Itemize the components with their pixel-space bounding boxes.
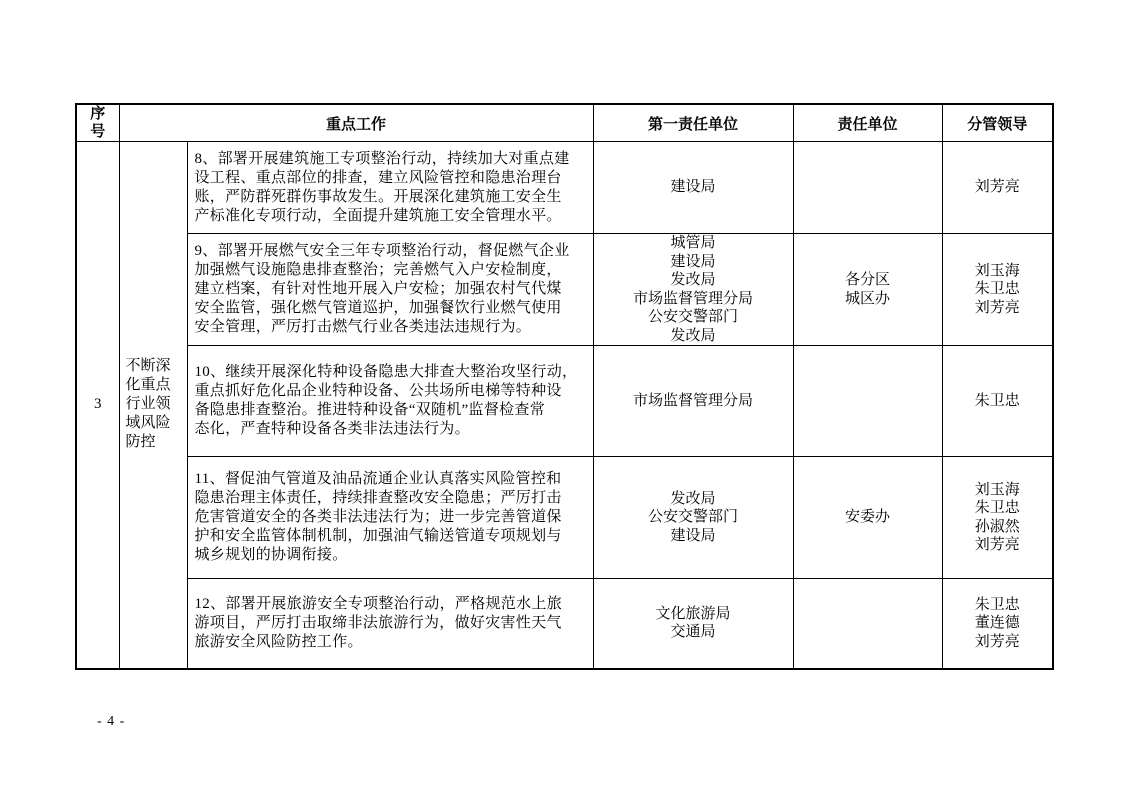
category-line: 防控 bbox=[125, 434, 156, 451]
first-unit-cell bbox=[593, 234, 793, 346]
resp-unit-cell bbox=[793, 457, 942, 579]
category-line: 域风险 bbox=[125, 415, 171, 432]
first-unit: 文化旅游局 bbox=[655, 605, 731, 622]
first-unit: 公安交警部门 bbox=[648, 309, 739, 325]
category-line: 行业领 bbox=[125, 396, 171, 413]
header-leader: 分管领导 bbox=[942, 104, 1053, 142]
work-line: 游项目，严厉打击取缔非法旅游行为，做好灾害性天气 bbox=[194, 614, 562, 631]
first-unit: 发改局 bbox=[670, 327, 716, 344]
work-line: 11、督促油气管道及油品流通企业认真落实风险管控和 bbox=[194, 471, 562, 487]
page-number: - 4 - bbox=[97, 714, 126, 729]
leader-cell bbox=[942, 457, 1053, 579]
resp-unit-cell bbox=[793, 346, 942, 457]
work-line: 安全管理，严厉打击燃气行业各类违法违规行为。 bbox=[194, 319, 532, 335]
work-line: 8、部署开展建筑施工专项整治行动，持续加大对重点建 bbox=[194, 150, 570, 167]
work-line: 旅游安全风险防控工作。 bbox=[194, 633, 363, 650]
work-line: 危害管道安全的各类非法违法行为；进一步完善管道保 bbox=[194, 509, 562, 525]
header-seq-char: 号 bbox=[90, 124, 106, 140]
leader-name: 董连德 bbox=[974, 615, 1020, 631]
work-line: 设工程、重点部位的排查，建立风险管控和隐患治理台 bbox=[194, 169, 562, 186]
work-line: 隐患治理主体责任，持续排查整改安全隐患；严厉打击 bbox=[194, 490, 562, 506]
leader-name: 刘芳亮 bbox=[974, 537, 1020, 553]
leader-name: 朱卫忠 bbox=[974, 281, 1020, 298]
table-row bbox=[76, 142, 1053, 234]
work-line: 9、部署开展燃气安全三年专项整治行动，督促燃气企业 bbox=[194, 243, 570, 259]
resp-unit-cell bbox=[793, 142, 942, 234]
first-unit-cell bbox=[593, 142, 793, 234]
header-first-unit: 第一责任单位 bbox=[593, 104, 793, 142]
first-unit: 市场监督管理分局 bbox=[633, 392, 754, 409]
work-line: 态化，严查特种设备各类非法违法行为。 bbox=[194, 421, 470, 437]
work-line: 备隐患排查整治。推进特种设备“双随机”监督检查常 bbox=[194, 402, 546, 418]
work-line: 10、继续开展深化特种设备隐患大排查大整治攻坚行动， bbox=[194, 364, 578, 380]
work-line: 重点抓好危化品企业特种设备、公共场所电梯等特种设 bbox=[194, 383, 562, 399]
header-seq-char: 序 bbox=[90, 106, 106, 122]
work-cell bbox=[187, 234, 593, 346]
work-cell bbox=[187, 346, 593, 457]
table-row bbox=[76, 457, 1053, 579]
leader-name: 刘玉海 bbox=[974, 481, 1020, 498]
header-seq bbox=[76, 104, 119, 142]
table-row bbox=[76, 579, 1053, 669]
leader-name: 孙淑然 bbox=[974, 518, 1020, 535]
seq-number: 3 bbox=[76, 142, 119, 669]
work-line: 安全监管，强化燃气管道巡护，加强餐饮行业燃气使用 bbox=[194, 300, 562, 316]
first-unit-cell bbox=[593, 346, 793, 457]
work-table bbox=[75, 103, 1054, 670]
work-cell bbox=[187, 579, 593, 669]
category-line: 化重点 bbox=[125, 377, 171, 394]
work-line: 加强燃气设施隐患排查整治；完善燃气入户安检制度， bbox=[194, 262, 562, 278]
leader-name: 刘玉海 bbox=[974, 262, 1020, 279]
work-line: 产标准化专项行动，全面提升建筑施工安全管理水平。 bbox=[194, 207, 562, 224]
leader-name: 朱卫忠 bbox=[974, 392, 1020, 409]
table-row bbox=[76, 346, 1053, 457]
first-unit: 发改局 bbox=[670, 490, 716, 507]
work-cell bbox=[187, 142, 593, 234]
category-cell bbox=[119, 142, 187, 669]
header-work: 重点工作 bbox=[119, 104, 593, 142]
leader-cell bbox=[942, 234, 1053, 346]
first-unit: 交通局 bbox=[670, 624, 716, 641]
table-row bbox=[76, 234, 1053, 346]
resp-unit-cell bbox=[793, 579, 942, 669]
leader-name: 刘芳亮 bbox=[974, 633, 1020, 650]
work-line: 护和安全监管体制机制，加强油气输送管道专项规划与 bbox=[194, 528, 562, 544]
work-line: 账，严防群死群伤事故发生。开展深化建筑施工安全生 bbox=[194, 188, 562, 205]
first-unit: 发改局 bbox=[670, 272, 716, 288]
leader-cell bbox=[942, 579, 1053, 669]
leader-name: 朱卫忠 bbox=[974, 500, 1020, 516]
work-line: 城乡规划的协调衔接。 bbox=[194, 547, 348, 563]
leader-name: 刘芳亮 bbox=[974, 179, 1020, 196]
leader-name: 刘芳亮 bbox=[974, 299, 1020, 316]
first-unit: 建设局 bbox=[670, 253, 716, 270]
leader-cell bbox=[942, 142, 1053, 234]
header-resp-unit: 责任单位 bbox=[793, 104, 942, 142]
work-cell bbox=[187, 457, 593, 579]
first-unit: 建设局 bbox=[670, 179, 716, 196]
leader-name: 朱卫忠 bbox=[974, 596, 1020, 613]
category-line: 不断深 bbox=[125, 358, 171, 375]
work-line: 建立档案，有针对性地开展入户安检；加强农村气代煤 bbox=[194, 281, 562, 297]
resp-unit-cell bbox=[793, 234, 942, 346]
first-unit: 公安交警部门 bbox=[648, 509, 739, 526]
resp-unit: 各分区 bbox=[845, 272, 891, 288]
first-unit-cell bbox=[593, 579, 793, 669]
work-line: 12、部署开展旅游安全专项整治行动，严格规范水上旅 bbox=[194, 595, 563, 612]
resp-unit: 城区办 bbox=[845, 290, 891, 307]
table-header-row bbox=[76, 104, 1053, 142]
first-unit: 建设局 bbox=[670, 527, 716, 544]
first-unit: 城管局 bbox=[670, 235, 716, 251]
leader-cell bbox=[942, 346, 1053, 457]
resp-unit: 安委办 bbox=[845, 509, 891, 526]
first-unit: 市场监督管理分局 bbox=[633, 290, 754, 307]
first-unit-cell bbox=[593, 457, 793, 579]
